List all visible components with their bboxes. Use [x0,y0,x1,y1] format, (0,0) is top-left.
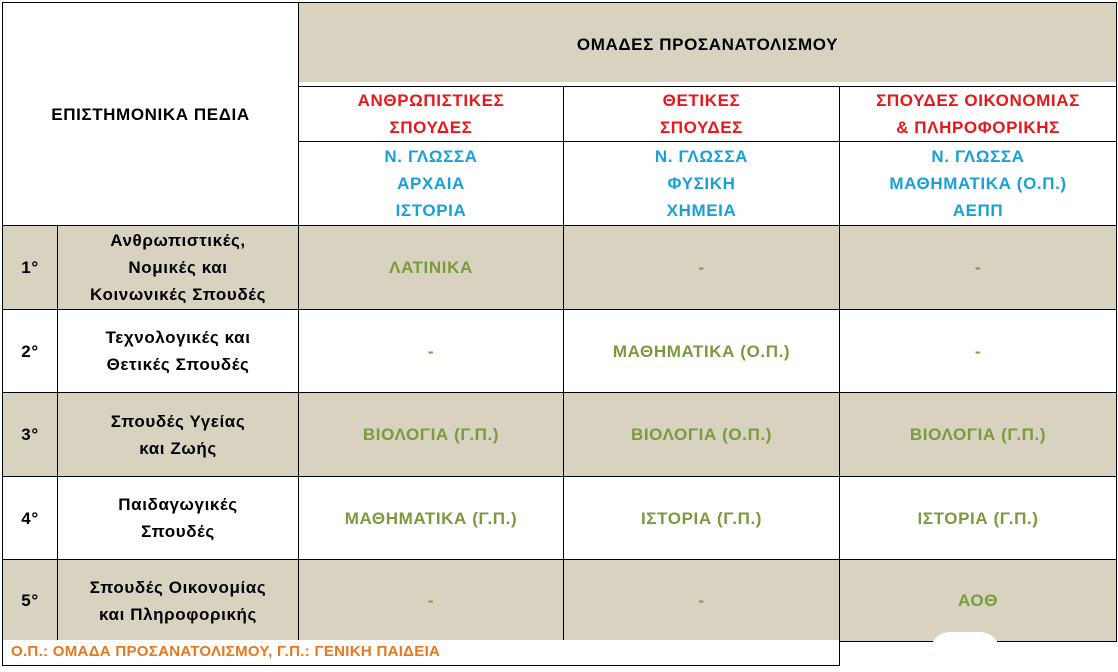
group-2-subjects: Ν. ΓΛΩΣΣΑ ΦΥΣΙΚΗ ΧΗΜΕΙΑ [564,142,840,226]
subject-cell: ΙΣΤΟΡΙΑ (Γ.Π.) [564,477,840,560]
field-name: Σπουδές Υγείας και Ζωής [58,393,299,477]
field-name: Παιδαγωγικές Σπουδές [58,477,299,560]
subject-cell: - [564,560,840,642]
subject-cell: ΒΙΟΛΟΓΙΑ (Γ.Π.) [299,393,564,477]
subject-cell: ΒΙΟΛΟΓΙΑ (Γ.Π.) [840,393,1117,477]
field-number: 5° [3,560,58,642]
subject-cell: ΜΑΘΗΜΑΤΙΚΑ (Ο.Π.) [564,310,840,393]
table-row [3,477,1117,560]
group-1-subjects: Ν. ΓΛΩΣΣΑ ΑΡΧΑΙΑ ΙΣΤΟΡΙΑ [299,142,564,226]
group-3-subjects: Ν. ΓΛΩΣΣΑ ΜΑΘΗΜΑΤΙΚΑ (Ο.Π.) ΑΕΠΠ [840,142,1117,226]
subject-cell: ΒΙΟΛΟΓΙΑ (Ο.Π.) [564,393,840,477]
subject-cell: ΙΣΤΟΡΙΑ (Γ.Π.) [840,477,1117,560]
orientation-groups-table [2,2,1117,642]
subject-cell: ΜΑΘΗΜΑΤΙΚΑ (Γ.Π.) [299,477,564,560]
orientation-groups-header [299,3,1117,87]
orientation-table-container [2,2,1116,642]
table-row [3,226,1117,310]
field-number: 1° [3,226,58,310]
subject-cell: ΑΟΘ [840,560,1117,642]
field-number: 4° [3,477,58,560]
subject-cell: - [840,226,1117,310]
table-row [3,310,1117,393]
subject-cell: ΛΑΤΙΝΙΚΑ [299,226,564,310]
field-name: Σπουδές Οικονομίας και Πληροφορικής [58,560,299,642]
group-3-title: ΣΠΟΥΔΕΣ ΟΙΚΟΝΟΜΙΑΣ & ΠΛΗΡΟΦΟΡΙΚΗΣ [840,87,1117,142]
legend-footnote: Ο.Π.: ΟΜΑΔΑ ΠΡΟΣΑΝΑΤΟΛΙΣΜΟΥ, Γ.Π.: ΓΕΝΙΚΗ ΠΑΙΔΕΙΑ [2,640,840,666]
field-number: 2° [3,310,58,393]
subject-cell: - [299,560,564,642]
field-number: 3° [3,393,58,477]
blank-area [930,632,1000,672]
group-2-title: ΘΕΤΙΚΕΣ ΣΠΟΥΔΕΣ [564,87,840,142]
subject-cell: - [299,310,564,393]
group-1-title: ΑΝΘΡΩΠΙΣΤΙΚΕΣ ΣΠΟΥΔΕΣ [299,87,564,142]
scientific-fields-header: ΕΠΙΣΤΗΜΟΝΙΚΑ ΠΕΔΙΑ [3,3,299,226]
subject-cell: - [840,310,1117,393]
table-row [3,560,1117,642]
subject-cell: - [564,226,840,310]
table-row [3,393,1117,477]
field-name: Ανθρωπιστικές, Νομικές και Κοινωνικές Σπουδές [58,226,299,310]
orientation-groups-label: ΟΜΑΔΕΣ ΠΡΟΣΑΝΑΤΟΛΙΣΜΟΥ [576,35,839,54]
field-name: Τεχνολογικές και Θετικές Σπουδές [58,310,299,393]
